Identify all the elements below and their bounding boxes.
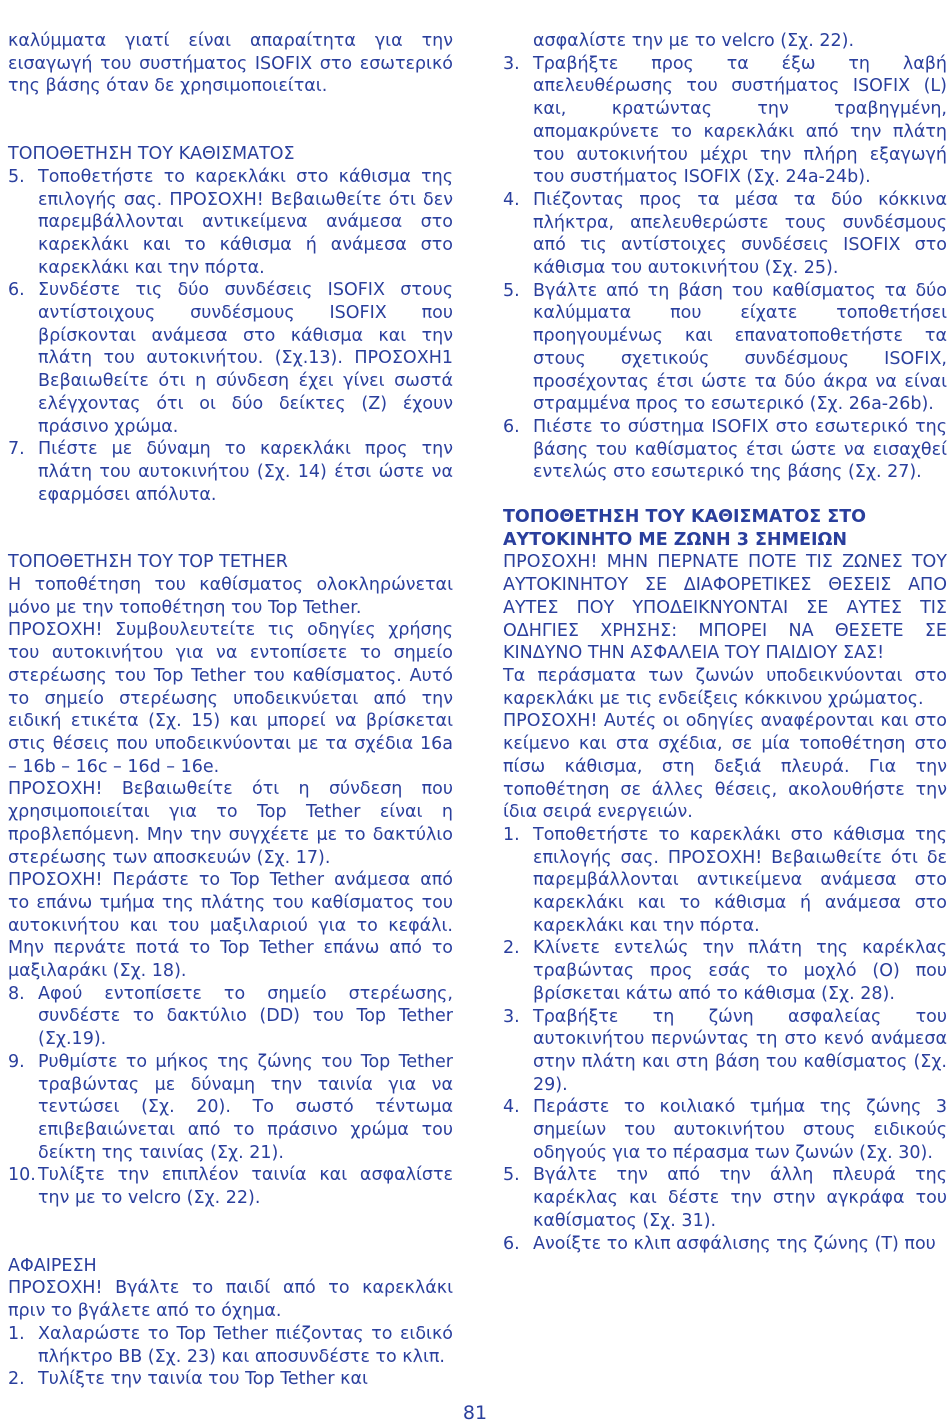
list-number: 3. [503, 1006, 520, 1027]
list-number: 5. [8, 166, 25, 187]
list-number: 7. [8, 439, 25, 460]
list-item [503, 937, 947, 1005]
removal-intro: ΠΡΟΣΟΧΗ! Βγάλτε το παιδί από το καρεκλάκι πριν το βγάλετε από το όχημα. [8, 1278, 453, 1322]
list-text: Τοποθετήστε το καρεκλάκι στο κάθισμα της επιλογής σας. ΠΡΟΣΟΧΗ! Βεβαιωθείτε ότι δεν παρεμβάλλονται αντικείμενα ανάμεσα στο καρεκλάκι και το κάθισμα ή ανάμεσα στο καρεκλάκι και την πόρτα. [38, 166, 453, 278]
list-number: 2. [8, 1369, 25, 1390]
belt-heading-line2: ΑΥΤΟΚΙΝΗΤΟ ΜΕ ΖΩΝΗ 3 ΣΗΜΕΙΩΝ [503, 529, 847, 550]
list-item [503, 1006, 947, 1097]
seat-heading: ΤΟΠΟΘΕΤΗΣΗ ΤΟΥ ΚΑΘΙΣΜΑΤΟΣ [8, 144, 295, 165]
list-text: Περάστε το κοιλιακό τμήμα της ζώνης 3 σημείων του αυτοκινήτου στους ειδικούς οδηγούς για το πέρασμα των ζωνών (Σχ. 30). [533, 1097, 947, 1163]
intro-paragraph: καλύμματα γιατί είναι απαραίτητα για την εισαγωγή του συστήματος ISOFIX στο εσωτερικό της βάσης όταν δε χρησιμοποιείται. [8, 31, 453, 97]
list-number: 5. [503, 1165, 520, 1186]
tether-paragraph: ΠΡΟΣΟΧΗ! Περάστε το Top Tether ανάμεσα από το επάνω τμήμα της πλάτης του καθίσματος του αυτοκινήτου και του μαξιλαριού για το κεφάλι. Μην περνάτε ποτά το Top Tether επάνω από το μαξιλαράκι (Σχ. 18). [8, 870, 453, 982]
list-item [8, 1051, 453, 1165]
list-text: Πιέζοντας προς τα μέσα τα δύο κόκκινα πλήκτρα, απελευθερώστε τους συνδέσμους από τις αντίστοιχες συνδέσεις ISOFIX στο κάθισμα του αυτοκινήτου (Σχ. 25). [533, 189, 947, 279]
list-item [8, 166, 453, 280]
list-item [503, 53, 947, 189]
list-text: Τυλίξτε την επιπλέον ταινία και ασφαλίστε την με το velcro (Σχ. 22). [38, 1165, 453, 1209]
list-item [8, 279, 453, 438]
list-text: Τραβήξτε τη ζώνη ασφαλείας του αυτοκινήτου περνώντας τη στο κενό ανάμεσα στην πλάτη και στη βάση του καθίσματος (Σχ. 29). [533, 1006, 947, 1095]
tether-paragraph: Η τοποθέτηση του καθίσματος ολοκληρώνεται μόνο με την τοποθέτηση του Top Tether. [8, 575, 453, 618]
list-text: Τραβήξτε προς τα έξω τη λαβή απελευθέρωσης του συστήματος ISOFIX (L) και, κρατώντας την τραβηγμένη, απομακρύνετε το καρεκλάκι από την πλάτη του αυτοκινήτου μέχρι την πλήρη εξαγωγή του συστήματος ISOFIX (Σχ. 24a-24b). [533, 53, 947, 188]
list-number: 10. [8, 1165, 36, 1186]
page-number: 81 [462, 1402, 488, 1424]
list-item [503, 1164, 947, 1232]
left-column [8, 30, 453, 1391]
belt-paragraph: Τα περάσματα των ζωνών υποδεικνύονται στο καρεκλάκι με τις ενδείξεις κόκκινου χρώματος. [503, 665, 947, 709]
list-item [503, 189, 947, 280]
list-text: Βγάλτε την από την άλλη πλευρά της καρέκλας και δέστε την στην αγκράφα του καθίσματος (Σχ. 31). [533, 1165, 947, 1231]
list-item [8, 1323, 453, 1368]
list-number: 6. [503, 416, 520, 437]
list-text: Τυλίξτε την ταινία του Top Tether και [38, 1369, 368, 1390]
belt-heading-line1: ΤΟΠΟΘΕΤΗΣΗ ΤΟΥ ΚΑΘΙΣΜΑΤΟΣ ΣΤΟ [503, 507, 867, 528]
list-number: 8. [8, 983, 25, 1004]
tether-paragraph: ΠΡΟΣΟΧΗ! Βεβαιωθείτε ότι η σύνδεση που χρησιμοποιείται για το Top Tether είναι η προβλεπόμενη. Μην την συγχέετε με το δακτύλιο στερέωσης των αποσκευών (Σχ. 17). [8, 779, 453, 868]
list-item [503, 824, 947, 938]
list-item [8, 1164, 453, 1209]
list-text: Κλίνετε εντελώς την πλάτη της καρέκλας τραβώντας προς εσάς το μοχλό (O) που βρίσκεται κάτω από το κάθισμα (Σχ. 28). [533, 938, 947, 1004]
list-text: Πιέστε το σύστημα ISOFIX στο εσωτερικό της βάσης του καθίσματος έτσι ώστε να εισαχθεί εντελώς στο εσωτερικό της βάσης (Σχ. 27). [533, 416, 947, 483]
list-text: ασφαλίστε την με το velcro (Σχ. 22). [533, 31, 855, 51]
list-number: 5. [503, 280, 520, 301]
list-item-continuation [503, 30, 947, 53]
list-number: 9. [8, 1051, 25, 1072]
list-item [503, 1096, 947, 1164]
list-number: 3. [503, 53, 520, 74]
belt-paragraph: ΠΡΟΣΟΧΗ! Αυτές οι οδηγίες αναφέρονται και στο κείμενο και στα σχέδια, σε μία τοποθέτηση στο πίσω κάθισμα, στη δεξιά πλευρά. Για την τοποθέτηση σε άλλες θέσεις, ακολουθήστε την ίδια σειρά ενεργειών. [503, 711, 947, 823]
tether-paragraph: ΠΡΟΣΟΧΗ! Συμβουλευτείτε τις οδηγίες χρήσης του αυτοκινήτου για να εντοπίσετε το σημείο στερέωσης του Top Tether του καθίσματος. Αυτό το σημείο στερέωσης υποδεικνύεται από την ειδική ετικέτα (Σχ. 15) και μπορεί να βρίσκεται στις θέσεις που υποδεικνύονται με τα σχέδια 16a – 16b – 16c – 16d – 16e. [8, 620, 453, 777]
list-text: Συνδέστε τις δύο συνδέσεις ISOFIX στους αντίστοιχους συνδέσμους ISOFIX που βρίσκονται ανάμεσα στο κάθισμα και την πλάτη του αυτοκινήτου. (Σχ.13). ΠΡΟΣΟΧΗ1 Βεβαιωθείτε ότι η σύνδεση έχει γίνει σωστά ελέγχοντας ότι οι δύο δείκτες (Z) έχουν πράσινο χρώμα. [38, 280, 453, 437]
right-column [503, 30, 947, 1255]
list-text: Ανοίξτε το κλιπ ασφάλισης της ζώνης (T) που [533, 1233, 936, 1254]
list-number: 4. [503, 189, 520, 210]
list-text: Πιέστε με δύναμη το καρεκλάκι προς την πλάτη του αυτοκινήτου (Σχ. 14) έτσι ώστε να εφαρμόσει απόλυτα. [38, 439, 453, 505]
list-number: 1. [8, 1323, 25, 1344]
list-text: Τοποθετήστε το καρεκλάκι στο κάθισμα της επιλογής σας. ΠΡΟΣΟΧΗ! Βεβαιωθείτε ότι δε παρεμβάλλονται αντικείμενα ανάμεσα στο καρεκλάκι και το κάθισμα ή ανάμεσα στο καρεκλάκι και την πόρτα. [533, 824, 947, 936]
list-item [503, 416, 947, 484]
list-text: Ρυθμίστε το μήκος της ζώνης του Top Tether τραβώντας με δύναμη την ταινία για να τεντώσει (Σχ. 20). Το σωστό τέντωμα επιβεβαιώνεται από το πράσινο χρώμα του δείκτη της ταινίας (Σχ. 21). [38, 1051, 453, 1163]
list-item [8, 438, 453, 506]
list-item [503, 1233, 947, 1256]
list-item [8, 1368, 453, 1391]
list-text: Χαλαρώστε το Top Tether πιέζοντας το ειδικό πλήκτρο BB (Σχ. 23) και αποσυνδέστε το κλιπ. [38, 1323, 453, 1367]
list-number: 6. [8, 280, 25, 301]
list-number: 1. [503, 824, 520, 845]
list-number: 4. [503, 1097, 520, 1118]
list-item [8, 983, 453, 1051]
belt-warning: ΠΡΟΣΟΧΗ! ΜΗΝ ΠΕΡΝΑΤΕ ΠΟΤΕ ΤΙΣ ΖΩΝΕΣ ΤΟΥ ΑΥΤΟΚΙΝΗΤΟΥ ΣΕ ΔΙΑΦΟΡΕΤΙΚΕΣ ΘΕΣΕΙΣ ΑΠΟ ΑΥΤΕΣ ΠΟΥ ΥΠΟΔΕΙΚΝΥΟΝΤΑΙ ΣΕ ΑΥΤΕΣ ΤΙΣ ΟΔΗΓΙΕΣ ΧΡΗΣΗΣ: ΜΠΟΡΕΙ ΝΑ ΘΕΣΕΤΕ ΣΕ ΚΙΝΔΥΝΟ ΤΗΝ ΑΣΦΑΛΕΙΑ ΤΟΥ ΠΑΙΔΙΟΥ ΣΑΣ! [503, 552, 947, 664]
list-text: Βγάλτε από τη βάση του καθίσματος τα δύο καλύμματα που είχατε τοποθετήσει προηγουμένως και επανατοποθετήστε τα στους σχετικούς συνδέσμους ISOFIX, προσέχοντας έτσι ώστε τα δύο άκρα να είναι στραμμένα προς το εσωτερικό (Σχ. 26a-26b). [533, 280, 947, 415]
list-item [503, 280, 947, 416]
removal-heading: ΑΦΑΙΡΕΣΗ [8, 1255, 97, 1276]
list-number: 2. [503, 938, 520, 959]
tether-heading: ΤΟΠΟΘΕΤΗΣΗ ΤΟΥ TOP TETHER [8, 552, 288, 573]
list-number: 6. [503, 1233, 520, 1254]
list-text: Αφού εντοπίσετε το σημείο στερέωσης, συνδέστε το δακτύλιο (DD) του Top Tether (Σχ.19). [38, 983, 453, 1050]
